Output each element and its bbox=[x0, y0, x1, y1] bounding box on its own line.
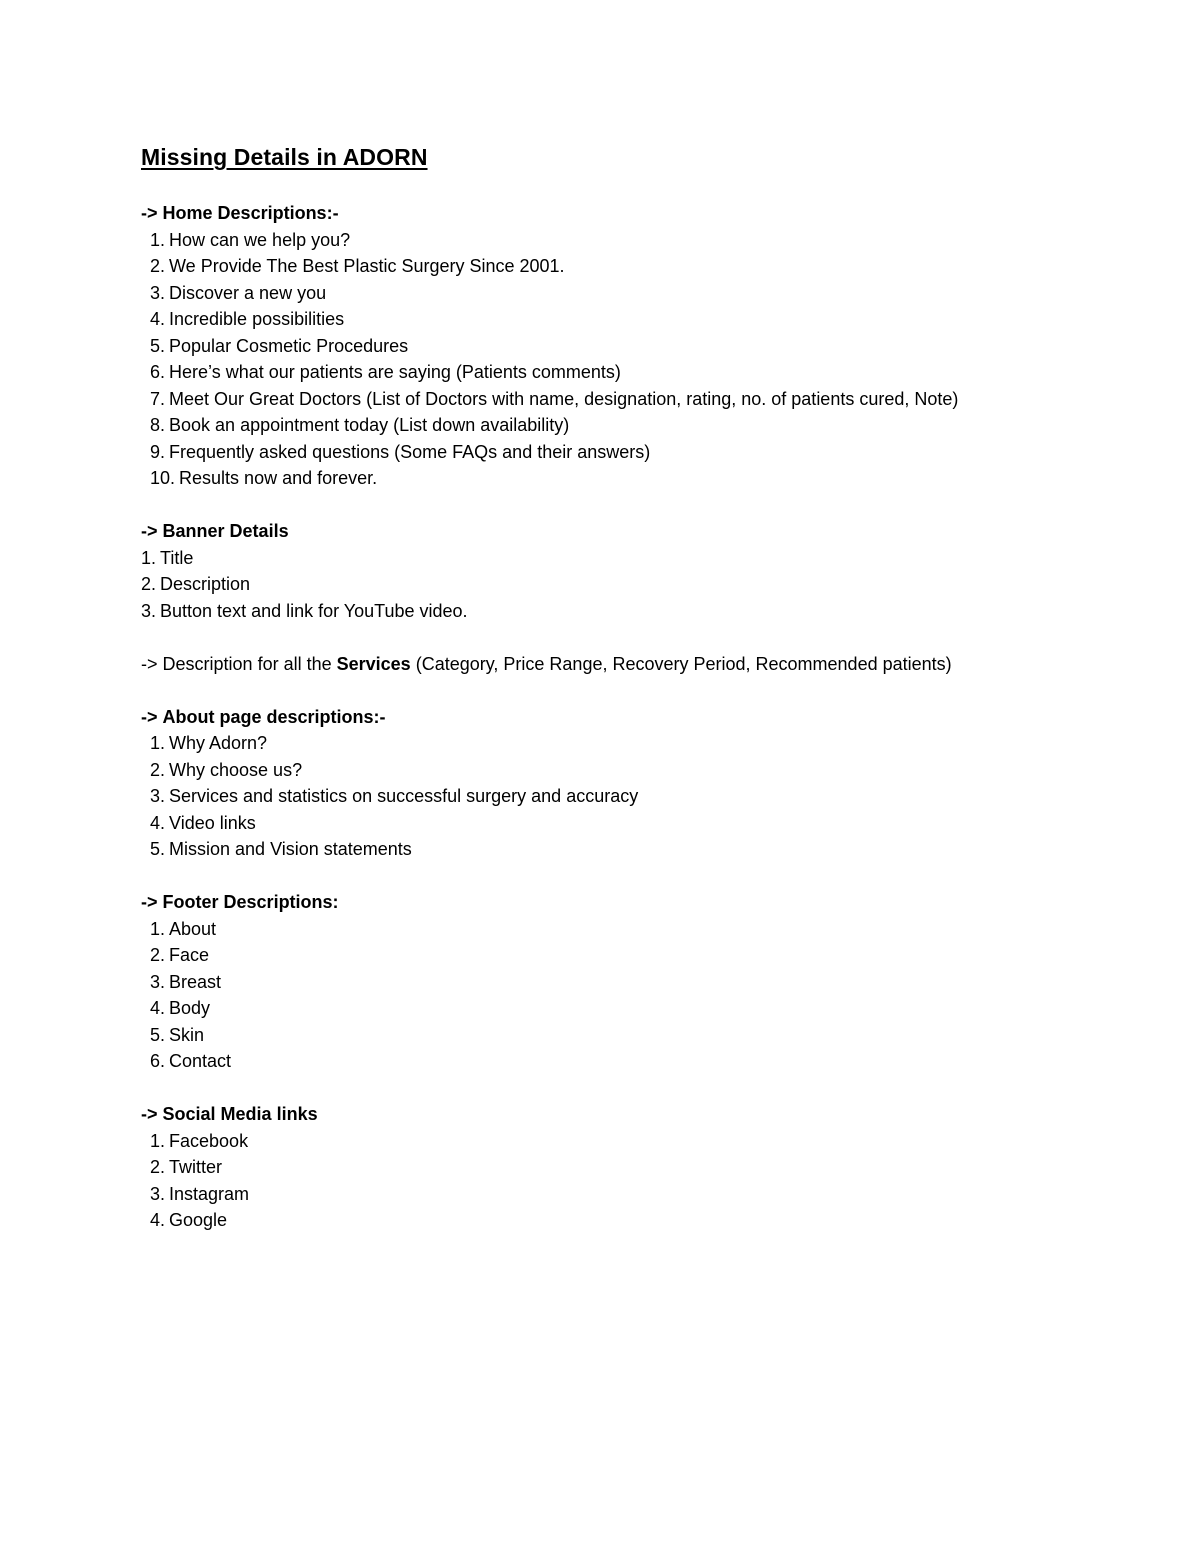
list-item bbox=[150, 1154, 1161, 1181]
item-number: 4. bbox=[150, 998, 166, 1018]
item-number: 5. bbox=[150, 335, 166, 356]
item-text: Here’s what our patients are saying (Patients comments) bbox=[169, 362, 621, 382]
list-item bbox=[150, 1022, 1161, 1049]
item-number: 6. bbox=[150, 1051, 166, 1071]
item-number: 1. bbox=[150, 229, 166, 250]
item-number: 2. bbox=[150, 256, 166, 276]
item-text: Facebook bbox=[169, 1130, 249, 1151]
item-text: Why Adorn? bbox=[169, 733, 268, 753]
item-text: Services and statistics on successful surgery and accuracy bbox=[169, 786, 639, 806]
list-item bbox=[150, 465, 1161, 492]
item-text: Book an appointment today (List down availability) bbox=[169, 415, 570, 435]
list-item bbox=[150, 359, 1161, 386]
banner-heading-text: Banner Details bbox=[162, 521, 289, 541]
list-item bbox=[141, 571, 1161, 598]
item-number: 5. bbox=[150, 839, 166, 859]
list-item bbox=[150, 730, 1161, 757]
list-item bbox=[150, 439, 1161, 466]
services-line bbox=[141, 651, 1161, 678]
item-number: 2. bbox=[150, 945, 166, 965]
social-heading-text: Social Media links bbox=[162, 1104, 318, 1124]
home-section bbox=[141, 200, 1161, 492]
home-list bbox=[141, 227, 1161, 492]
list-item bbox=[150, 306, 1161, 333]
item-text: Video links bbox=[169, 812, 256, 833]
document-title: Missing Details in ADORN bbox=[141, 144, 428, 170]
item-text: Incredible possibilities bbox=[169, 309, 345, 329]
list-item bbox=[141, 598, 1161, 625]
arrow-marker: -> bbox=[141, 653, 158, 674]
list-item bbox=[150, 757, 1161, 784]
arrow-marker: -> bbox=[141, 706, 158, 727]
item-text: Contact bbox=[169, 1051, 232, 1071]
list-item bbox=[150, 333, 1161, 360]
banner-list bbox=[141, 545, 1161, 625]
services-bold: Services bbox=[336, 653, 411, 674]
arrow-marker: -> bbox=[141, 1104, 158, 1124]
about-heading bbox=[141, 704, 1161, 731]
item-text: Description bbox=[160, 574, 251, 594]
item-number: 6. bbox=[150, 362, 166, 382]
item-number: 7. bbox=[150, 388, 166, 409]
item-text: Breast bbox=[169, 971, 222, 992]
list-item bbox=[150, 995, 1161, 1022]
item-number: 2. bbox=[150, 759, 166, 780]
home-heading-text: Home Descriptions:- bbox=[162, 203, 339, 223]
list-item bbox=[150, 227, 1161, 254]
item-text: Frequently asked questions (Some FAQs and their answers) bbox=[169, 441, 651, 462]
item-number: 2. bbox=[150, 1157, 166, 1177]
item-number: 4. bbox=[150, 1210, 166, 1230]
list-item bbox=[150, 1048, 1161, 1075]
item-text: Popular Cosmetic Procedures bbox=[169, 335, 409, 356]
item-text: We Provide The Best Plastic Surgery Since 2001. bbox=[169, 256, 565, 276]
list-item bbox=[150, 810, 1161, 837]
item-number: 1. bbox=[150, 1130, 166, 1151]
list-item bbox=[150, 386, 1161, 413]
item-text: Button text and link for YouTube video. bbox=[160, 600, 468, 621]
item-text: Discover a new you bbox=[169, 282, 327, 303]
item-text: Why choose us? bbox=[169, 759, 303, 780]
list-item bbox=[150, 412, 1161, 439]
social-list bbox=[141, 1128, 1161, 1234]
item-text: Results now and forever. bbox=[179, 468, 378, 488]
services-section bbox=[141, 651, 1161, 678]
footer-heading-text: Footer Descriptions: bbox=[162, 892, 339, 912]
item-number: 2. bbox=[141, 574, 157, 594]
footer-section bbox=[141, 889, 1161, 1075]
list-item bbox=[150, 253, 1161, 280]
list-item bbox=[150, 1181, 1161, 1208]
item-number: 10. bbox=[150, 468, 176, 488]
list-item bbox=[150, 783, 1161, 810]
item-number: 9. bbox=[150, 441, 166, 462]
item-text: About bbox=[169, 918, 217, 939]
list-item bbox=[150, 969, 1161, 996]
item-text: Title bbox=[160, 547, 194, 568]
list-item bbox=[150, 836, 1161, 863]
item-number: 5. bbox=[150, 1024, 166, 1045]
item-number: 3. bbox=[141, 600, 157, 621]
home-heading bbox=[141, 200, 1161, 227]
item-text: Skin bbox=[169, 1024, 205, 1045]
item-text: Google bbox=[169, 1210, 228, 1230]
item-number: 3. bbox=[150, 1183, 166, 1204]
item-number: 3. bbox=[150, 971, 166, 992]
about-heading-text: About page descriptions:- bbox=[162, 706, 386, 727]
item-text: Body bbox=[169, 998, 211, 1018]
list-item bbox=[150, 916, 1161, 943]
item-number: 1. bbox=[141, 547, 157, 568]
list-item bbox=[150, 280, 1161, 307]
services-suffix: (Category, Price Range, Recovery Period, Recommended patients) bbox=[415, 653, 952, 674]
item-text: Mission and Vision statements bbox=[169, 839, 412, 859]
item-text: Instagram bbox=[169, 1183, 250, 1204]
item-text: Meet Our Great Doctors (List of Doctors with name, designation, rating, no. of patients cured, Note) bbox=[169, 388, 959, 409]
banner-heading bbox=[141, 518, 1161, 545]
document-body bbox=[141, 200, 1161, 1260]
list-item bbox=[150, 942, 1161, 969]
item-text: Face bbox=[169, 945, 210, 965]
item-text: How can we help you? bbox=[169, 229, 351, 250]
item-number: 4. bbox=[150, 309, 166, 329]
services-prefix: Description for all the bbox=[162, 653, 332, 674]
item-number: 1. bbox=[150, 918, 166, 939]
item-number: 1. bbox=[150, 733, 166, 753]
item-number: 3. bbox=[150, 786, 166, 806]
about-list bbox=[141, 730, 1161, 863]
footer-heading bbox=[141, 889, 1161, 916]
item-text: Twitter bbox=[169, 1157, 223, 1177]
arrow-marker: -> bbox=[141, 203, 158, 223]
social-heading bbox=[141, 1101, 1161, 1128]
list-item bbox=[141, 545, 1161, 572]
list-item bbox=[150, 1128, 1161, 1155]
item-number: 3. bbox=[150, 282, 166, 303]
list-item bbox=[150, 1207, 1161, 1234]
social-section bbox=[141, 1101, 1161, 1234]
about-section bbox=[141, 704, 1161, 863]
banner-section bbox=[141, 518, 1161, 624]
arrow-marker: -> bbox=[141, 521, 158, 541]
arrow-marker: -> bbox=[141, 892, 158, 912]
item-number: 8. bbox=[150, 415, 166, 435]
footer-list bbox=[141, 916, 1161, 1075]
item-number: 4. bbox=[150, 812, 166, 833]
